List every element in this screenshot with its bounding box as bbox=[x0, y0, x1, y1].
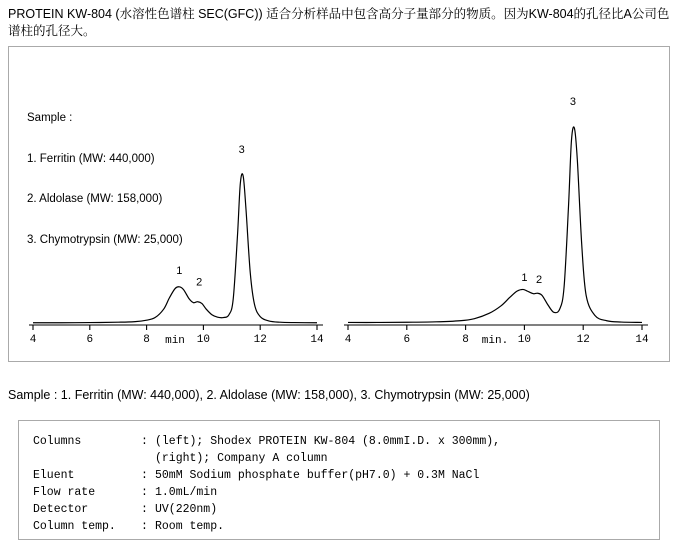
svg-text:3: 3 bbox=[238, 144, 245, 157]
condition-label: Columns bbox=[33, 435, 82, 448]
condition-colon: : bbox=[141, 435, 148, 448]
condition-colon: : bbox=[141, 503, 148, 516]
sample-caption: Sample : 1. Ferritin (MW: 440,000), 2. Aldolase (MW: 158,000), 3. Chymotrypsin (MW: 25,000) bbox=[8, 388, 530, 402]
svg-text:min: min bbox=[165, 335, 185, 347]
svg-text:12: 12 bbox=[576, 334, 590, 346]
svg-text:4: 4 bbox=[344, 334, 352, 346]
condition-value: UV(220nm) bbox=[155, 503, 218, 516]
chart-right-companyA bbox=[334, 57, 654, 353]
legend-item-1: 1. Ferritin (MW: 440,000) bbox=[27, 152, 155, 165]
condition-value: 1.0mL/min bbox=[155, 486, 218, 499]
condition-value: Room temp. bbox=[155, 520, 225, 533]
condition-label: Eluent bbox=[33, 469, 75, 482]
condition-label: Detector bbox=[33, 503, 89, 516]
svg-text:2: 2 bbox=[196, 276, 203, 289]
condition-colon bbox=[141, 450, 155, 467]
svg-text:14: 14 bbox=[635, 334, 649, 346]
condition-row bbox=[33, 484, 500, 501]
condition-value: (left); Shodex PROTEIN KW-804 (8.0mmI.D. x 300mm), bbox=[155, 435, 501, 448]
condition-row bbox=[33, 501, 500, 518]
chromatogram-panel bbox=[8, 46, 670, 362]
condition-row bbox=[33, 433, 500, 450]
svg-text:2: 2 bbox=[536, 274, 543, 287]
chart-left-kw804 bbox=[19, 57, 329, 353]
svg-text:3: 3 bbox=[569, 96, 576, 109]
condition-colon: : bbox=[141, 520, 148, 533]
svg-text:min.: min. bbox=[481, 335, 509, 347]
svg-text:4: 4 bbox=[29, 334, 37, 346]
svg-text:14: 14 bbox=[310, 334, 324, 346]
svg-text:10: 10 bbox=[517, 334, 532, 346]
svg-text:12: 12 bbox=[253, 334, 267, 346]
svg-text:8: 8 bbox=[143, 334, 150, 346]
svg-text:6: 6 bbox=[86, 334, 94, 346]
condition-colon: : bbox=[141, 469, 148, 482]
condition-row bbox=[33, 467, 500, 484]
conditions-panel bbox=[18, 420, 660, 540]
svg-text:1: 1 bbox=[176, 265, 183, 278]
condition-label: Column temp. bbox=[33, 520, 116, 533]
condition-label bbox=[33, 450, 141, 467]
page-title: PROTEIN KW-804 (水溶性色谱柱 SEC(GFC)) 适合分析样品中包含高分子量部分的物质。因为KW-804的孔径比A公司色谱柱的孔径大。 bbox=[8, 7, 670, 38]
conditions-table bbox=[33, 433, 500, 535]
svg-text:6: 6 bbox=[403, 334, 411, 346]
svg-text:8: 8 bbox=[462, 334, 469, 346]
condition-colon: : bbox=[141, 486, 148, 499]
condition-row bbox=[33, 450, 500, 467]
condition-row bbox=[33, 518, 500, 535]
condition-value: (right); Company A column bbox=[155, 452, 328, 465]
condition-label: Flow rate bbox=[33, 486, 96, 499]
svg-text:10: 10 bbox=[196, 334, 211, 346]
svg-text:1: 1 bbox=[521, 272, 528, 284]
legend-item-2: 2. Aldolase (MW: 158,000) bbox=[27, 193, 163, 205]
legend-item-3: 3. Chymotrypsin (MW: 25,000) bbox=[27, 233, 183, 246]
condition-value: 50mM Sodium phosphate buffer(pH7.0) + 0.3M NaCl bbox=[155, 469, 480, 482]
legend-title: Sample : bbox=[27, 112, 73, 124]
